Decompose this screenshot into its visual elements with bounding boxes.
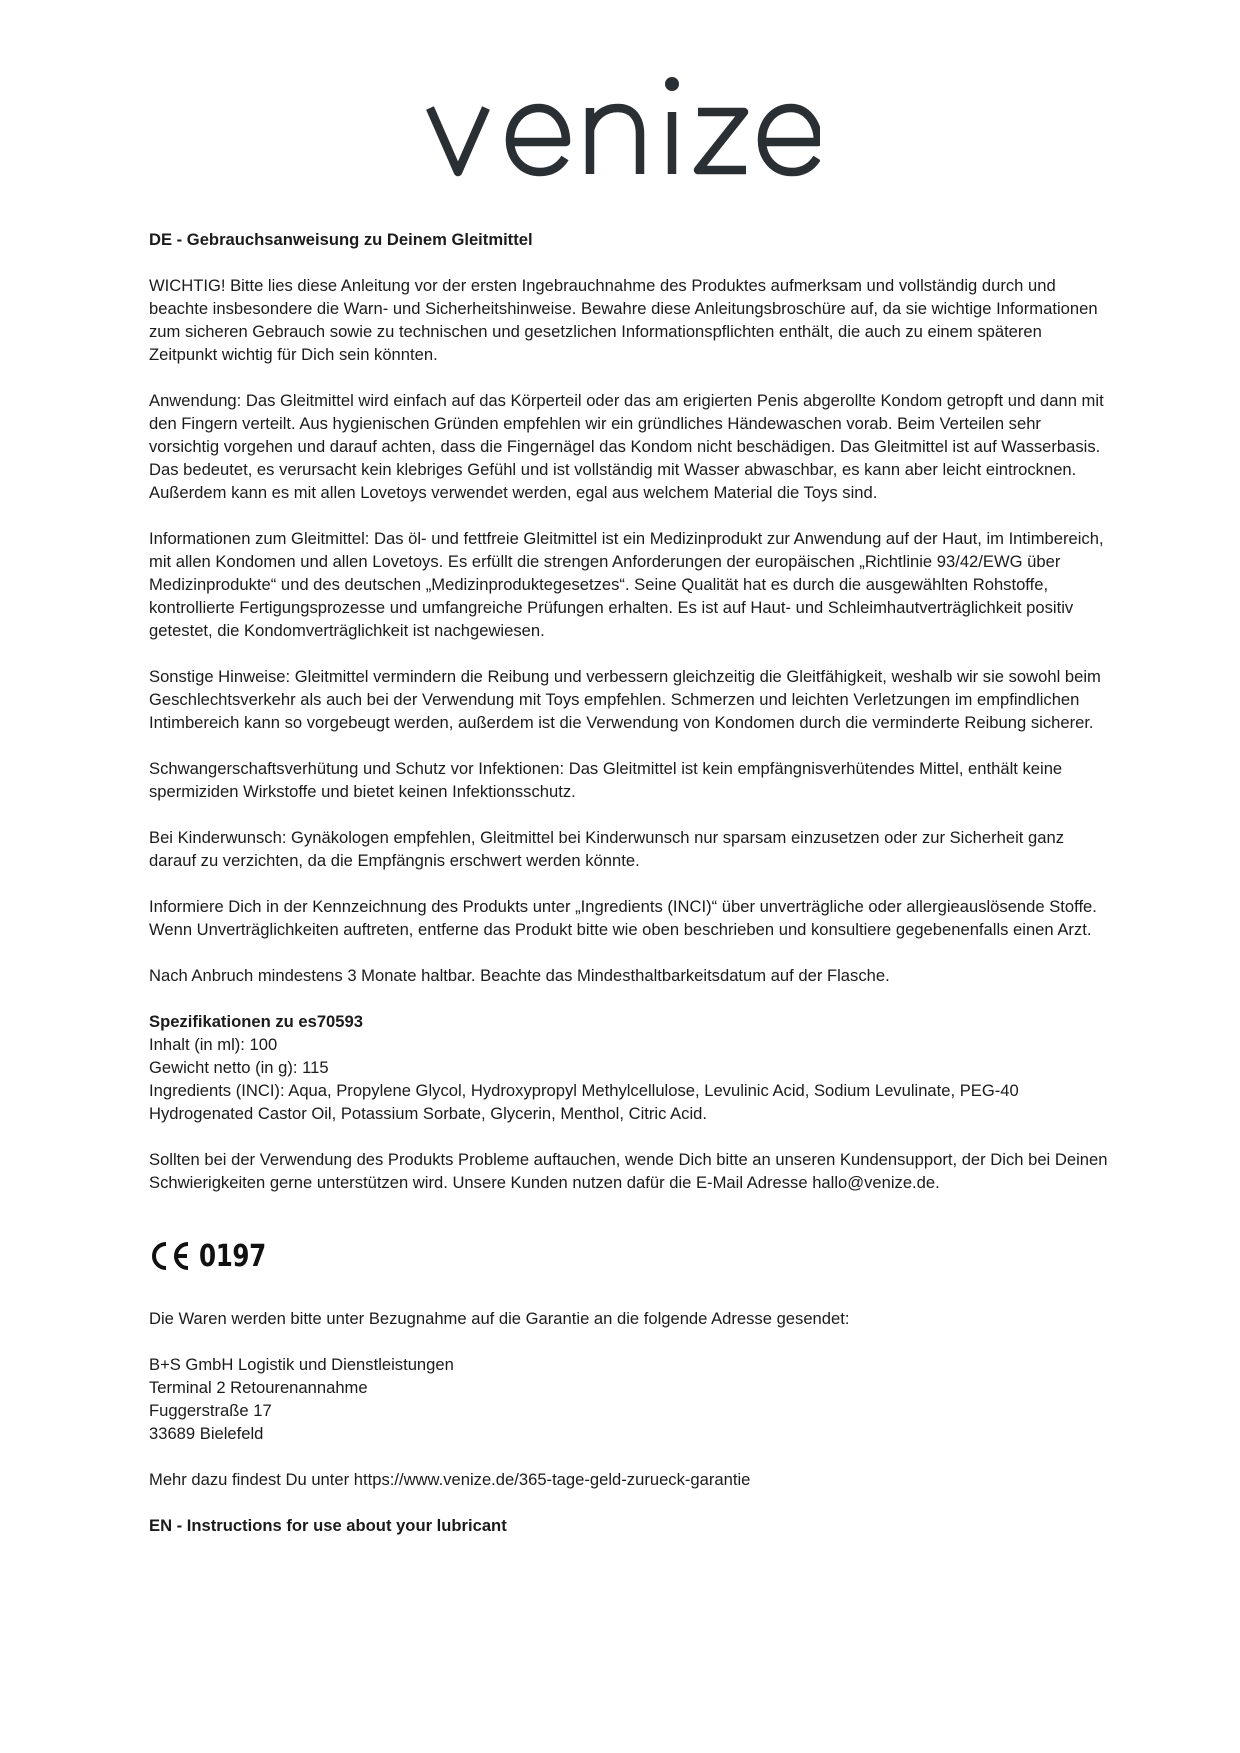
ce-notified-body-number: 0197 (199, 1238, 266, 1274)
shelf-life-paragraph: Nach Anbruch mindestens 3 Monate haltbar. Beachte das Mindesthaltbarkeitsdatum auf der Flasche. (149, 966, 890, 985)
instructions-document (149, 228, 1111, 1560)
important-paragraph: WICHTIG! Bitte lies diese Anleitung vor der ersten Ingebrauchnahme des Produktes aufmerksam und vollständig durch und beachte insbesondere die Warn- und Sicherheitshinweise. Bewahre diese Anleitungsbroschüre auf, da sie wichtige Informationen zum sicheren Gebrauch sowie zu technischen und gesetzlichen Informationspflichten enthält, die auch zu einem späteren Zeitpunkt wichtig für Dich sein könnten. (149, 276, 1098, 364)
logo-letter-e (510, 108, 566, 172)
ce-symbol-icon (149, 1240, 193, 1272)
brand-logo (0, 62, 1240, 182)
logo-letter-v (430, 108, 486, 172)
return-address (149, 1353, 1111, 1445)
ce-marking (149, 1238, 1111, 1274)
spec-ingredients: Ingredients (INCI): Aqua, Propylene Glycol, Hydroxypropyl Methylcellulose, Levulinic Acid, Sodium Levulinate, PEG-40 Hydrogenated Castor Oil, Potassium Sorbate, Glycerin, Menthol, Citric Acid. (149, 1081, 1019, 1123)
specifications-block (149, 1010, 1111, 1125)
return-intro-paragraph: Die Waren werden bitte unter Bezugnahme auf die Garantie an die folgende Adresse gesendet: (149, 1309, 850, 1328)
support-paragraph: Sollten bei der Verwendung des Produkts Probleme auftauchen, wende Dich bitte an unseren Kundensupport, der Dich bei Deinen Schwierigkeiten gerne unterstützen wird. Unsere Kunden nutzen dafür die E-Mail Adresse hallo@venize.de. (149, 1150, 1108, 1192)
venize-logo-graphic (420, 62, 820, 182)
logo-letter-n (590, 108, 640, 174)
address-line-company: B+S GmbH Logistik und Dienstleistungen (149, 1355, 454, 1374)
fertility-paragraph: Bei Kinderwunsch: Gynäkologen empfehlen, Gleitmittel bei Kinderwunsch nur sparsam einzusetzen oder zur Sicherheit ganz darauf zu verzichten, da die Empfängnis erschwert werden könnte. (149, 828, 1064, 870)
logo-i-dot (665, 77, 679, 91)
address-line-city: 33689 Bielefeld (149, 1424, 264, 1443)
contraception-paragraph: Schwangerschaftsverhütung und Schutz vor Infektionen: Das Gleitmittel ist kein empfängnisverhütendes Mittel, enthält keine spermiziden Wirkstoffe und bietet keinen Infektionsschutz. (149, 759, 1063, 801)
spec-weight: Gewicht netto (in g): 115 (149, 1058, 329, 1077)
logo-letter-z (698, 112, 746, 170)
specifications-title: Spezifikationen zu es70593 (149, 1012, 363, 1031)
more-info-paragraph: Mehr dazu findest Du unter https://www.venize.de/365-tage-geld-zurueck-garantie (149, 1470, 751, 1489)
de-heading: DE - Gebrauchsanweisung zu Deinem Gleitmittel (149, 230, 533, 249)
address-line-terminal: Terminal 2 Retourenannahme (149, 1378, 368, 1397)
application-paragraph: Anwendung: Das Gleitmittel wird einfach auf das Körperteil oder das am erigierten Penis abgerollte Kondom getropft und dann mit den Fingern verteilt. Aus hygienischen Gründen empfehlen wir ein gründliches Händewaschen vorab. Beim Verteilen sehr vorsichtig vorgehen und darauf achten, dass die Fingernägel das Kondom nicht beschädigen. Das Gleitmittel ist auf Wasserbasis. Das bedeutet, es verursacht kein klebriges Gefühl und ist vollständig mit Wasser abwaschbar, es kann aber leicht eintrocknen. Außerdem kann es mit allen Lovetoys verwendet werden, egal aus welchem Material die Toys sind. (149, 391, 1104, 502)
other-notes-paragraph: Sonstige Hinweise: Gleitmittel vermindern die Reibung und verbessern gleichzeitig die Gleitfähigkeit, weshalb wir sie sowohl beim Geschlechtsverkehr als auch bei der Verwendung mit Toys empfehlen. Schmerzen und leichten Verletzungen im empfindlichen Intimbereich kann so vorgebeugt werden, außerdem ist die Verwendung von Kondomen durch die verminderte Reibung sicherer. (149, 667, 1101, 732)
en-heading: EN - Instructions for use about your lubricant (149, 1516, 507, 1535)
spec-content: Inhalt (in ml): 100 (149, 1035, 278, 1054)
information-paragraph: Informationen zum Gleitmittel: Das öl- und fettfreie Gleitmittel ist ein Medizinprodukt zur Anwendung auf der Haut, im Intimbereich, mit allen Kondomen und allen Lovetoys. Es erfüllt die strengen Anforderungen der europäischen „Richtlinie 93/42/EWG über Medizinprodukte“ und des deutschen „Medizinproduktegesetzes“. Seine Qualität hat es durch die ausgewählten Rohstoffe, kontrollierte Fertigungsprozesse und umfangreiche Prüfungen erhalten. Es ist auf Haut- und Schleimhautverträglichkeit positiv getestet, die Kondomverträglichkeit ist nachgewiesen. (149, 529, 1104, 640)
address-line-street: Fuggerstraße 17 (149, 1401, 272, 1420)
ingredients-info-paragraph: Informiere Dich in der Kennzeichnung des Produkts unter „Ingredients (INCI)“ über unverträgliche oder allergieauslösende Stoffe. Wenn Unverträglichkeiten auftreten, entferne das Produkt bitte wie oben beschrieben und konsultiere gegebenenfalls einen Arzt. (149, 897, 1097, 939)
logo-letter-e2 (762, 108, 818, 172)
